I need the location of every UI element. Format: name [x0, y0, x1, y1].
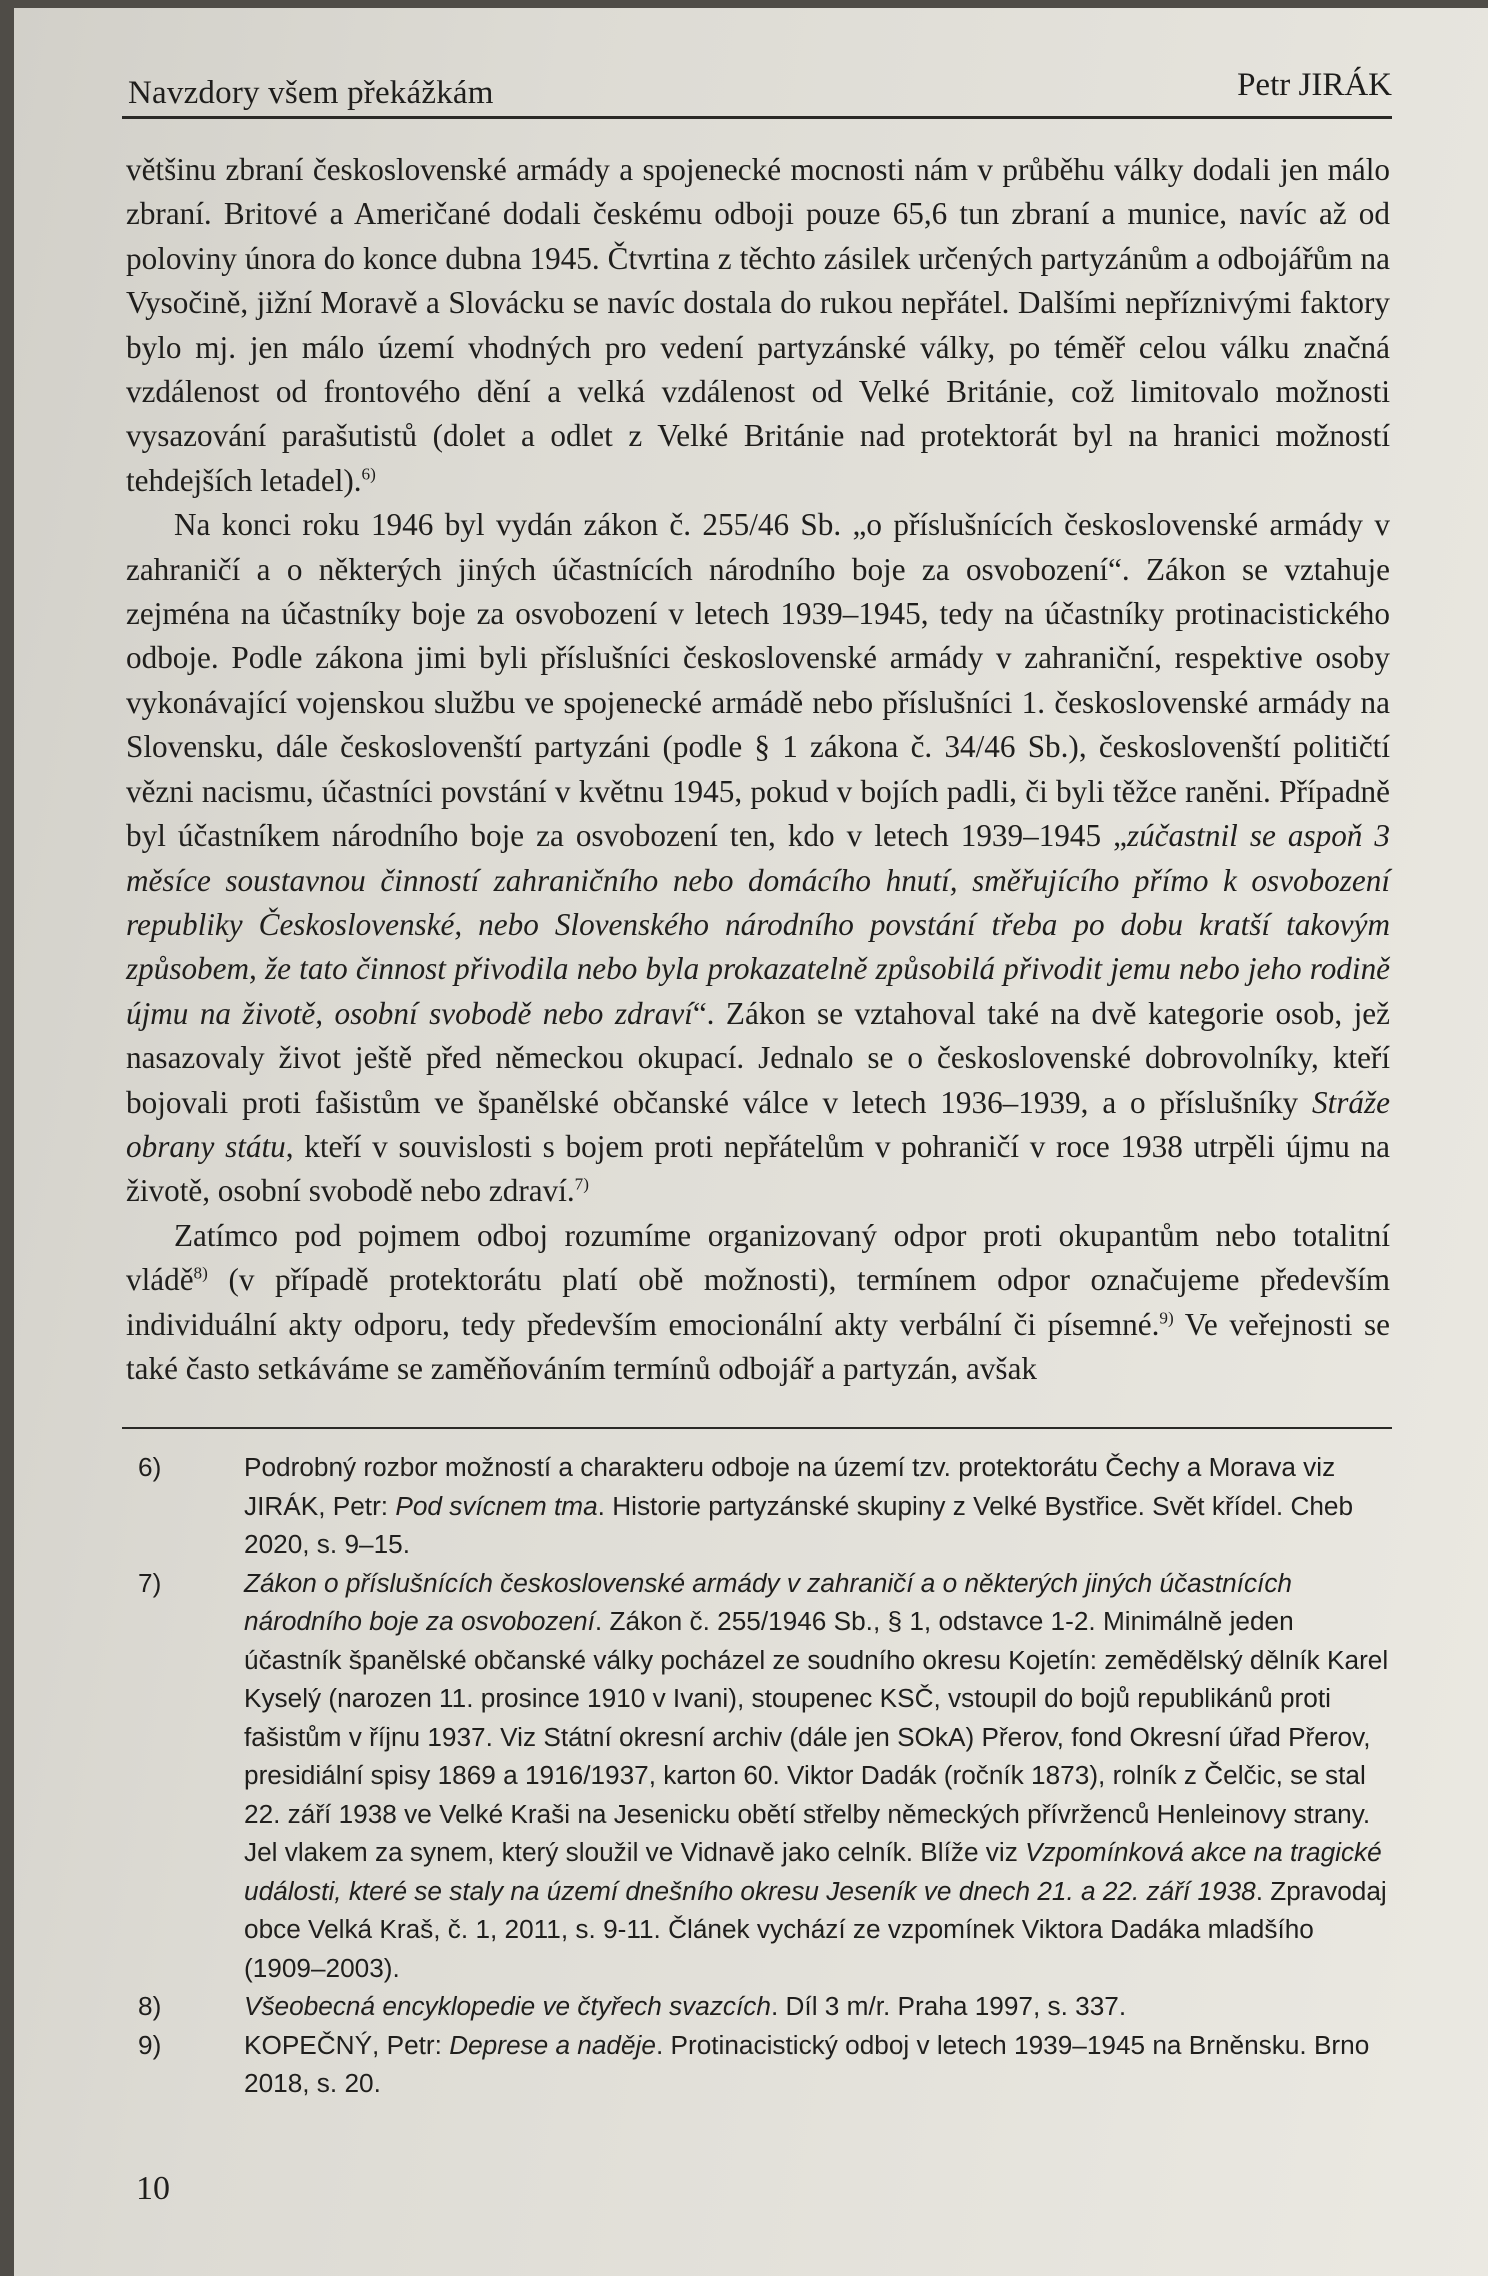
footnote-number: 8)	[138, 1991, 162, 2021]
paragraph-2-text-c: , kteří v souvislosti s bojem proti nepřátelům v pohraničí v roce 1938 utrpěli újmu na životě, osobní svobodě nebo zdraví.	[126, 1128, 1390, 1209]
footnote-ref-6: 6)	[361, 464, 376, 484]
footnote-text: Všeobecná encyklopedie ve čtyřech svazcích. Díl 3 m/r. Praha 1997, s. 337.	[244, 1991, 1127, 2021]
footnote-7	[126, 1564, 1390, 1988]
organization-name: Stráže obrany státu	[126, 1084, 1390, 1164]
paragraph-3	[126, 1214, 1390, 1392]
header-book-title: Navzdory všem překážkám	[128, 75, 494, 111]
paragraph-3-text-a: Zatímco pod pojmem odboj rozumíme organizovaný odpor proti okupantům nebo totalitní vládě	[126, 1217, 1390, 1298]
header-author: Petr JIRÁK	[1237, 67, 1392, 103]
footnote-ref-7: 7)	[574, 1174, 589, 1194]
law-quote: zúčastnil se aspoň 3 měsíce soustavnou činností zahraničního nebo domácího hnutí, směřujícího přímo k osvobození republiky Československé, nebo Slovenského národního povstání třeba po dobu kratší takovým způsobem, že tato činnost přivodila nebo byla prokazatelně způsobilá přivodit jemu nebo jeho rodině újmu na životě, osobní svobodě nebo zdraví	[126, 818, 1391, 1031]
book-page	[14, 8, 1488, 2276]
paragraph-1	[126, 148, 1390, 503]
footnote-ref-9: 9)	[1159, 1308, 1174, 1328]
footnote-8	[126, 1987, 1390, 2026]
paragraph-2	[126, 503, 1390, 1214]
footnotes	[126, 1448, 1390, 2103]
footnote-6	[126, 1448, 1390, 1564]
footnote-separator	[122, 1427, 1392, 1429]
paragraph-3-text-c: Ve veřejnosti se také často setkáváme se zaměňováním termínů odbojář a partyzán, avšak	[126, 1306, 1390, 1386]
page-number: 10	[136, 2170, 170, 2207]
footnote-text: KOPEČNÝ, Petr: Deprese a naděje. Protinacistický odboj v letech 1939–1945 na Brněnsku. Brno 2018, s. 20.	[244, 2029, 1370, 2098]
footnote-text: Zákon o příslušnících československé armády v zahraničí a o některých jiných účastnících národního boje za osvobození. Zákon č. 255/1946 Sb., § 1, odstavce 1-2. Minimálně jeden účastník španělské občanské války pocházel ze soudního okresu Kojetín: zemědělský dělník Karel Kyselý (narozen 11. prosince 1910 v Ivani), stoupenec KSČ, vstoupil do bojů republikánů proti fašistům v říjnu 1937. Viz Státní okresní archiv (dále jen SOkA) Přerov, fond Okresní úřad Přerov, presidiální spisy 1869 a 1916/1937, karton 60. Viktor Dadák (ročník 1873), rolník z Čelčic, se stal 22. září 1938 ve Velké Kraši na Jesenicku obětí střelby německých přívrženců Henleinovy strany. Jel vlakem za synem, který sloužil ve Vidnavě jako celník. Blíže viz Vzpomínková akce na tragické události, které se staly na území dnešního okresu Jeseník ve dnech 21. a 22. září 1938. Zpravodaj obce Velká Kraš, č. 1, 2011, s. 9-11. Článek vychází ze vzpomínek Viktora Dadáka mladšího (1909–2003).	[244, 1567, 1389, 1983]
main-text	[126, 148, 1390, 1391]
footnote-text: Podrobný rozbor možností a charakteru odboje na území tzv. protektorátu Čechy a Morava viz JIRÁK, Petr: Pod svícnem tma. Historie partyzánské skupiny z Velké Bystřice. Svět křídel. Cheb 2020, s. 9–15.	[244, 1452, 1354, 1559]
paragraph-2-text-b: “. Zákon se vztahoval také na dvě kategorie osob, jež nasazovaly život ještě před německou okupací. Jednalo se o československé dobrovolníky, kteří bojovali proti fašistům ve španělské občanské válce v letech 1936–1939, a o příslušníky	[126, 995, 1390, 1120]
footnote-9	[126, 2026, 1390, 2103]
running-header	[122, 56, 1392, 119]
footnote-number: 6)	[138, 1452, 162, 1482]
paragraph-1-text: většinu zbraní československé armády a spojenecké mocnosti nám v průběhu války dodali jen málo zbraní. Britové a Američané dodali českému odboji pouze 65,6 tun zbraní a munice, navíc až od poloviny února do konce dubna 1945. Čtvrtina z těchto zásilek určených partyzánům a odbojářům na Vysočině, jižní Moravě a Slovácku se navíc dostala do rukou nepřátel. Dalšími nepříznivými faktory bylo mj. jen málo území vhodných pro vedení partyzánské války, po téměř celou válku značná vzdálenost od frontového dění a velká vzdálenost od Velké Británie, což limitovalo možnosti vysazování parašutistů (dolet a odlet z Velké Británie nad protektorát byl na hranici možností tehdejších letadel).	[126, 152, 1390, 498]
paragraph-3-text-b: (v případě protektorátu platí obě možnosti), termínem odpor označujeme především individuální akty odporu, tedy především emocionální akty verbální či písemné.	[126, 1262, 1390, 1342]
footnote-number: 9)	[138, 2029, 162, 2060]
footnote-ref-8: 8)	[193, 1263, 208, 1283]
footnote-number: 7)	[138, 1567, 162, 1598]
paragraph-2-text-a: Na konci roku 1946 byl vydán zákon č. 255/46 Sb. „o příslušnících československé armády v zahraničí a o některých jiných účastnících národního boje za osvobození“. Zákon se vztahuje zejména na účastníky boje za osvobození v letech 1939–1945, tedy na účastníky protinacistického odboje. Podle zákona jimi byli příslušníci československé armády v zahraniční, respektive osoby vykonávající vojenskou službu ve spojenecké armádě nebo příslušníci 1. československé armády na Slovensku, dále českoslovenští partyzáni (podle § 1 zákona č. 34/46 Sb.), českoslovenští političtí vězni nacismu, účastníci povstání v květnu 1945, pokud v bojích padli, či byli těžce raněni. Případně byl účastníkem národního boje za osvobození ten, kdo v letech 1939–1945 „	[126, 507, 1390, 854]
